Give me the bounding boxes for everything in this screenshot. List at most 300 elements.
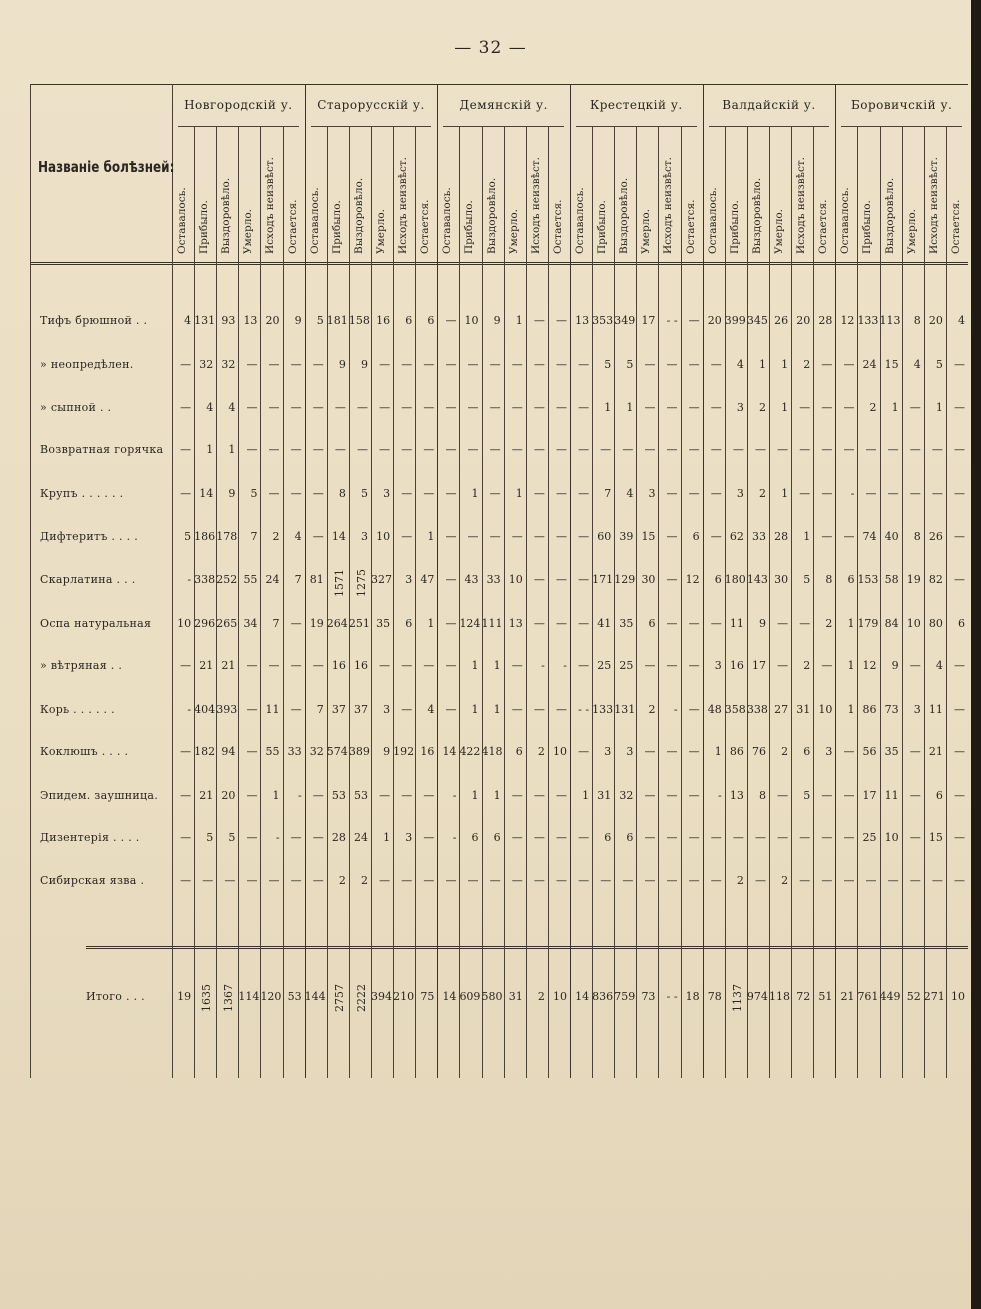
column-divider	[769, 126, 770, 1078]
table-cell: —	[555, 831, 567, 844]
row-label: Возвратная горячка	[40, 443, 164, 456]
table-cell: —	[688, 874, 700, 887]
table-cell: —	[754, 443, 766, 456]
table-cell: —	[312, 443, 324, 456]
table-cell: 3	[360, 530, 368, 543]
table-cell: 186	[194, 530, 216, 543]
table-cell: 3	[825, 745, 833, 758]
column-header: Умерло.	[375, 208, 387, 254]
table-cell: 180	[724, 573, 746, 586]
table-cell: —	[666, 745, 678, 758]
table-cell: —	[356, 443, 368, 456]
table-cell: 1	[493, 789, 501, 802]
totals-cell: 72	[796, 990, 811, 1003]
column-divider	[482, 126, 483, 1078]
table-cell: —	[290, 401, 302, 414]
page-number: — 32 —	[454, 38, 527, 58]
table-cell: 40	[884, 530, 899, 543]
table-cell: —	[777, 617, 789, 630]
column-divider	[194, 126, 195, 1078]
table-cell: —	[180, 487, 192, 500]
table-cell: —	[555, 789, 567, 802]
table-cell: —	[268, 659, 280, 672]
column-divider	[902, 126, 903, 1078]
column-divider	[327, 126, 328, 1078]
table-cell: —	[799, 617, 811, 630]
table-cell: —	[666, 659, 678, 672]
header-bottom-rule	[30, 262, 968, 265]
table-cell: —	[489, 401, 501, 414]
table-cell: —	[953, 874, 965, 887]
table-cell: —	[423, 659, 435, 672]
table-cell: 6	[626, 831, 634, 844]
column-header: Исходъ неизвѣст.	[662, 157, 675, 254]
table-cell: 5	[803, 789, 811, 802]
table-cell: 41	[597, 617, 612, 630]
totals-cell: 609	[459, 990, 481, 1003]
row-label: Скарлатина . . .	[40, 573, 136, 586]
table-cell: 2	[736, 874, 744, 887]
table-cell: 20	[928, 314, 943, 327]
column-divider	[526, 126, 527, 1078]
table-cell: 13	[575, 314, 590, 327]
table-cell: 129	[614, 573, 636, 586]
table-cell: —	[821, 487, 833, 500]
table-cell: 4	[626, 487, 634, 500]
table-cell: —	[379, 789, 391, 802]
table-cell: 39	[619, 530, 634, 543]
totals-cell: 580	[481, 990, 503, 1003]
table-cell: 9	[228, 487, 236, 500]
table-cell: —	[644, 831, 656, 844]
column-divider	[813, 126, 814, 1078]
table-cell: —	[401, 874, 413, 887]
table-cell: —	[511, 358, 523, 371]
table-cell: —	[401, 659, 413, 672]
table-cell: —	[578, 358, 590, 371]
table-cell: 9	[294, 314, 302, 327]
table-cell: 5	[316, 314, 324, 327]
table-cell: —	[489, 358, 501, 371]
table-cell: 74	[862, 530, 877, 543]
table-cell: —	[622, 874, 634, 887]
table-cell: —	[909, 401, 921, 414]
column-header: Оставалось.	[176, 187, 188, 254]
table-cell: 55	[243, 573, 258, 586]
table-cell: —	[489, 487, 501, 500]
table-cell: 10	[884, 831, 899, 844]
table-cell: —	[246, 831, 258, 844]
table-cell: —	[600, 443, 612, 456]
table-cell: —	[644, 745, 656, 758]
table-cell: —	[555, 314, 567, 327]
table-cell: 1	[847, 659, 855, 672]
table-cell: 84	[884, 617, 899, 630]
table-cell: 3	[648, 487, 656, 500]
table-cell: 15	[928, 831, 943, 844]
table-cell: —	[467, 443, 479, 456]
table-cell: 20	[796, 314, 811, 327]
table-cell: —	[445, 530, 457, 543]
table-cell: 27	[774, 703, 789, 716]
table-cell: —	[821, 401, 833, 414]
table-cell: 16	[420, 745, 435, 758]
table-cell: 158	[348, 314, 370, 327]
table-cell: 1	[272, 789, 280, 802]
column-divider	[924, 126, 925, 1078]
column-divider	[415, 126, 416, 1078]
table-cell: —	[666, 874, 678, 887]
table-cell: —	[401, 443, 413, 456]
table-cell: 86	[862, 703, 877, 716]
table-cell: —	[312, 831, 324, 844]
column-divider	[260, 126, 261, 1078]
table-cell: 28	[774, 530, 789, 543]
table-cell: —	[931, 443, 943, 456]
table-cell: 9	[493, 314, 501, 327]
table-cell: 62	[729, 530, 744, 543]
table-cell: 3	[383, 487, 391, 500]
table-cell: —	[666, 443, 678, 456]
column-header: Выздоровѣло.	[750, 177, 763, 254]
table-cell: 113	[879, 314, 901, 327]
table-cell: 574	[326, 745, 348, 758]
table-cell: —	[754, 874, 766, 887]
column-divider	[857, 126, 858, 1078]
table-cell: —	[401, 401, 413, 414]
totals-cell: 759	[614, 990, 636, 1003]
table-cell: —	[423, 874, 435, 887]
table-cell: —	[953, 443, 965, 456]
table-cell: —	[401, 530, 413, 543]
table-cell: —	[909, 745, 921, 758]
table-cell: —	[953, 703, 965, 716]
column-header: Остается.	[949, 199, 962, 254]
table-cell: 1	[427, 530, 435, 543]
table-cell: 4	[935, 659, 943, 672]
table-cell: - -	[578, 703, 590, 716]
table-cell: 30	[641, 573, 656, 586]
table-cell: 422	[459, 745, 481, 758]
table-cell: 7	[604, 487, 612, 500]
table-cell: —	[445, 659, 457, 672]
table-cell: 418	[481, 745, 503, 758]
totals-cell: 1635	[200, 984, 214, 1012]
table-cell: —	[953, 401, 965, 414]
table-cell: 133	[592, 703, 614, 716]
table-cell: 31	[796, 703, 811, 716]
table-cell: 2	[803, 358, 811, 371]
table-cell: —	[777, 831, 789, 844]
table-cell: 4	[736, 358, 744, 371]
table-cell: —	[445, 573, 457, 586]
table-cell: -	[541, 659, 545, 672]
table-cell: 53	[353, 789, 368, 802]
table-cell: 5	[206, 831, 214, 844]
table-cell: —	[821, 789, 833, 802]
table-cell: 13	[729, 789, 744, 802]
column-header: Выздоровѣло.	[618, 177, 631, 254]
table-cell: —	[445, 874, 457, 887]
table-cell: 37	[353, 703, 368, 716]
table-cell: —	[290, 659, 302, 672]
table-cell: —	[666, 789, 678, 802]
table-cell: 8	[825, 573, 833, 586]
table-cell: - -	[666, 314, 678, 327]
table-cell: 3	[736, 487, 744, 500]
totals-cell: 18	[685, 990, 700, 1003]
totals-cell: 14	[442, 990, 457, 1003]
table-cell: 1	[206, 443, 214, 456]
totals-cell: 1367	[222, 984, 236, 1012]
table-cell: 24	[353, 831, 368, 844]
table-cell: —	[843, 443, 855, 456]
totals-cell: 2	[537, 990, 545, 1003]
totals-cell: 761	[857, 990, 879, 1003]
totals-cell: 51	[818, 990, 833, 1003]
table-cell: —	[180, 874, 192, 887]
table-cell: 6	[692, 530, 700, 543]
table-cell: 10	[177, 617, 192, 630]
table-cell: —	[821, 530, 833, 543]
table-cell: 12	[840, 314, 855, 327]
table-cell: —	[379, 443, 391, 456]
table-cell: 3	[736, 401, 744, 414]
table-cell: 133	[857, 314, 879, 327]
table-cell: —	[710, 831, 722, 844]
table-cell: 2	[869, 401, 877, 414]
table-cell: —	[710, 358, 722, 371]
table-cell: —	[511, 703, 523, 716]
table-cell: —	[843, 530, 855, 543]
table-cell: 93	[221, 314, 236, 327]
totals-cell: 836	[592, 990, 614, 1003]
table-cell: —	[533, 789, 545, 802]
table-cell: —	[246, 874, 258, 887]
column-divider	[747, 126, 748, 1078]
table-cell: 1	[427, 617, 435, 630]
table-cell: 17	[641, 314, 656, 327]
table-cell: —	[246, 358, 258, 371]
column-divider	[216, 126, 217, 1078]
table-cell: -	[297, 789, 302, 802]
table-cell: —	[290, 358, 302, 371]
table-cell: —	[290, 617, 302, 630]
totals-cell: 14	[575, 990, 590, 1003]
table-cell: —	[268, 487, 280, 500]
table-cell: —	[356, 401, 368, 414]
table-cell: —	[467, 401, 479, 414]
table-cell: 4	[206, 401, 214, 414]
column-header: Умерло.	[773, 208, 785, 254]
column-header: Прибыло.	[861, 200, 874, 254]
table-cell: 1	[847, 703, 855, 716]
table-cell: —	[821, 831, 833, 844]
column-header: Остается.	[419, 199, 432, 254]
row-label: » сыпной . .	[40, 401, 112, 414]
column-divider	[393, 126, 394, 1078]
table-cell: —	[379, 401, 391, 414]
table-cell: 6	[847, 573, 855, 586]
left-border	[30, 84, 31, 1078]
table-cell: 3	[405, 831, 413, 844]
table-cell: —	[379, 874, 391, 887]
table-cell: 2	[825, 617, 833, 630]
table-cell: —	[401, 789, 413, 802]
table-cell: —	[843, 831, 855, 844]
table-cell: 2	[758, 401, 766, 414]
table-cell: —	[246, 745, 258, 758]
district-header: Крестецкій у.	[589, 98, 683, 112]
row-label: Сибирская язва .	[40, 874, 145, 887]
table-cell: 5	[626, 358, 634, 371]
table-cell: 181	[326, 314, 348, 327]
table-cell: 11	[729, 617, 744, 630]
table-cell: 1	[847, 617, 855, 630]
table-cell: 1	[891, 401, 899, 414]
table-cell: 9	[338, 358, 346, 371]
table-cell: 358	[724, 703, 746, 716]
column-header: Остается.	[817, 199, 830, 254]
column-header: Прибыло.	[198, 200, 211, 254]
table-cell: —	[688, 659, 700, 672]
table-cell: —	[511, 789, 523, 802]
table-cell: 16	[376, 314, 391, 327]
table-cell: 26	[928, 530, 943, 543]
district-header: Боровичскій у.	[850, 98, 953, 112]
column-header: Выздоровѣло.	[220, 177, 233, 254]
table-cell: —	[312, 530, 324, 543]
totals-cell: 2222	[354, 984, 368, 1012]
column-divider	[548, 126, 549, 1078]
table-cell: 338	[746, 703, 768, 716]
table-cell: —	[334, 401, 346, 414]
table-cell: —	[533, 314, 545, 327]
table-cell: 7	[250, 530, 258, 543]
table-cell: 6	[803, 745, 811, 758]
table-cell: 13	[508, 617, 523, 630]
column-header: Оставалось.	[308, 187, 321, 254]
totals-label: Итого . . .	[86, 990, 145, 1003]
table-cell: —	[268, 443, 280, 456]
table-cell: 21	[199, 659, 214, 672]
table-cell: 21	[928, 745, 943, 758]
table-cell: 35	[376, 617, 391, 630]
table-cell: —	[710, 530, 722, 543]
table-cell: 8	[913, 314, 921, 327]
table-cell: 131	[614, 703, 636, 716]
column-divider	[614, 126, 615, 1078]
table-cell: 32	[309, 745, 324, 758]
table-cell: —	[688, 789, 700, 802]
table-cell: 349	[614, 314, 636, 327]
column-header: Оставалось.	[574, 187, 586, 254]
table-cell: —	[754, 831, 766, 844]
table-cell: —	[180, 401, 192, 414]
table-cell: 353	[592, 314, 614, 327]
table-cell: 9	[360, 358, 368, 371]
table-cell: —	[533, 831, 545, 844]
column-header: Выздоровѣло.	[352, 177, 365, 254]
table-cell: —	[578, 617, 590, 630]
table-cell: 1	[515, 487, 523, 500]
table-cell: —	[555, 617, 567, 630]
table-cell: 5	[935, 358, 943, 371]
table-cell: —	[578, 745, 590, 758]
table-cell: —	[688, 314, 700, 327]
table-cell: —	[312, 358, 324, 371]
column-header: Остается.	[551, 199, 564, 254]
table-cell: —	[533, 487, 545, 500]
totals-cell: 19	[177, 990, 192, 1003]
table-cell: —	[423, 487, 435, 500]
table-cell: 16	[729, 659, 744, 672]
table-cell: 20	[221, 789, 236, 802]
table-cell: 131	[194, 314, 216, 327]
table-cell: -	[187, 573, 192, 586]
column-divider	[349, 126, 350, 1078]
table-cell: 25	[862, 831, 877, 844]
column-divider	[725, 126, 726, 1078]
table-cell: —	[268, 874, 280, 887]
table-cell: 43	[464, 573, 479, 586]
table-cell: —	[533, 443, 545, 456]
column-header: Прибыло.	[330, 200, 343, 254]
totals-cell: 394	[371, 990, 392, 1003]
table-cell: 4	[913, 358, 921, 371]
table-cell: —	[246, 789, 258, 802]
table-cell: 399	[724, 314, 746, 327]
table-cell: 6	[427, 314, 435, 327]
table-cell: 8	[338, 487, 346, 500]
table-cell: 2	[781, 874, 789, 887]
table-cell: —	[578, 874, 590, 887]
table-cell: —	[777, 659, 789, 672]
table-cell: 33	[486, 573, 501, 586]
table-cell: 5	[184, 530, 192, 543]
table-cell: —	[931, 487, 943, 500]
totals-cell: 52	[906, 990, 921, 1003]
column-header: Выздоровѣло.	[485, 177, 498, 254]
table-cell: 80	[928, 617, 943, 630]
table-cell: 1	[471, 487, 479, 500]
table-cell: 14	[442, 745, 457, 758]
table-cell: —	[290, 874, 302, 887]
table-cell: 5	[228, 831, 236, 844]
table-cell: 1	[582, 789, 590, 802]
district-header: Старорусскій у.	[317, 98, 425, 112]
table-cell: 6	[604, 831, 612, 844]
table-cell: 389	[348, 745, 370, 758]
table-cell: —	[445, 358, 457, 371]
column-header: Умерло.	[640, 208, 653, 254]
table-cell: —	[843, 789, 855, 802]
column-header: Оставалось.	[706, 187, 719, 254]
table-cell: —	[489, 443, 501, 456]
table-cell: —	[799, 401, 811, 414]
table-cell: —	[622, 443, 634, 456]
column-divider	[504, 126, 505, 1078]
table-cell: —	[533, 401, 545, 414]
table-cell: —	[953, 487, 965, 500]
disease-column-title: Названіе болѣзней:	[38, 158, 175, 176]
table-cell: —	[799, 874, 811, 887]
table-cell: 6	[493, 831, 501, 844]
table-cell: —	[644, 659, 656, 672]
column-divider	[238, 126, 239, 1078]
table-cell: 82	[928, 573, 943, 586]
table-cell: —	[953, 573, 965, 586]
